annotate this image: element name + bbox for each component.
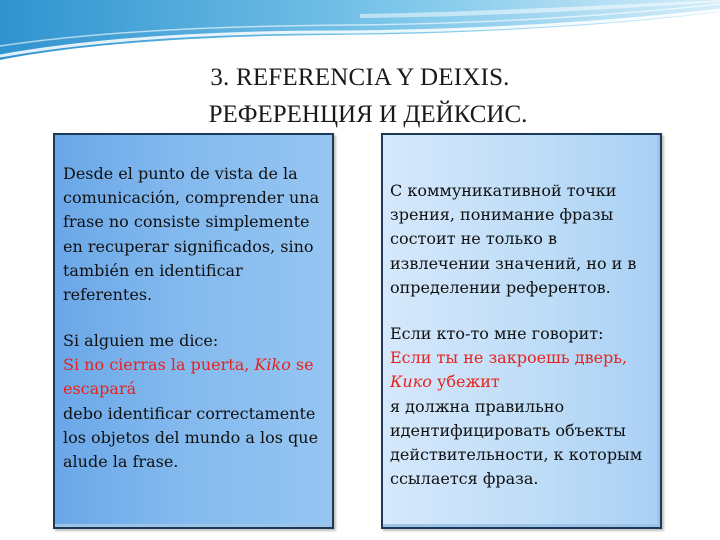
slide-title-russian: РЕФЕРЕНЦИЯ И ДЕЙКСИС. — [208, 101, 528, 128]
russian-example-quote: Если ты не закроешь дверь, Кико убежит — [390, 348, 628, 392]
russian-text-panel — [381, 133, 662, 529]
spanish-example-name: Kiko — [254, 355, 291, 375]
header-wave-decoration — [0, 0, 720, 70]
spanish-example-quote: Si no cierras la puerta, Kiko se escapará — [63, 355, 314, 399]
russian-example-conclusion: я должна правильно идентифицировать объекты действительности, к которым ссылается фраза. — [390, 396, 643, 489]
slide-title: 3. REFERENCIA Y DEIXIS. — [210, 64, 510, 91]
spanish-example-intro: Si alguien me dice: — [63, 331, 219, 350]
spanish-paragraph-definition: Desde el punto de vista de la comunicación, comprender una frase no consiste simplemente en recuperar significados, sino también en identificar referentes. — [63, 164, 320, 305]
russian-example-name: Кико — [390, 372, 432, 392]
spanish-text-panel — [53, 133, 334, 529]
russian-paragraph-definition: С коммуникативной точки зрения, понимание фразы состоит не только в извлечении значений, но и в определении референтов. — [390, 181, 637, 297]
russian-example-intro: Если кто-то мне говорит: — [390, 324, 604, 343]
spanish-example-conclusion: debo identificar correctamente los objetos del mundo a los que alude la frase. — [63, 403, 319, 472]
russian-example-block — [390, 322, 658, 491]
spanish-example-block — [63, 329, 329, 474]
